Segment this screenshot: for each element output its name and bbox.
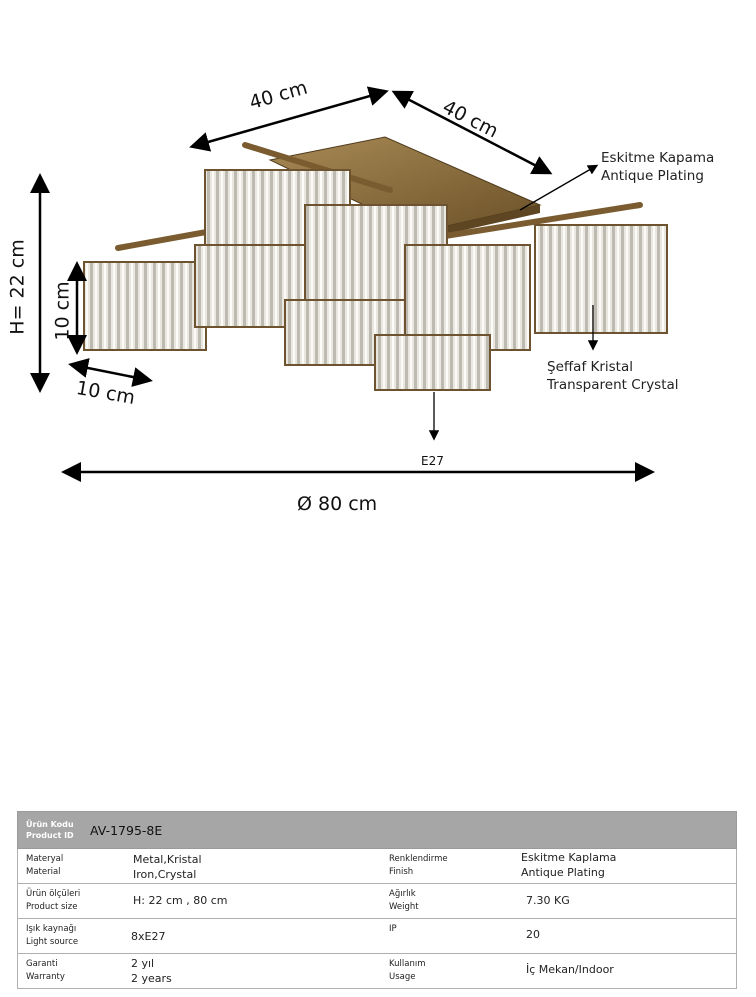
light-source-value: 8xE27	[131, 930, 166, 943]
spec-row-light-source	[17, 919, 737, 954]
finish-label: Renklendirme Finish	[389, 854, 448, 877]
size-value: H: 22 cm , 80 cm	[133, 894, 228, 907]
dimension-shade-height: 10 cm	[51, 281, 74, 341]
spec-row-material	[17, 849, 737, 884]
dimension-diameter: Ø 80 cm	[297, 493, 378, 515]
spec-row-size	[17, 884, 737, 919]
spec-row-warranty	[17, 954, 737, 989]
finish-callout	[601, 149, 714, 185]
finish-callout-en: Antique Plating	[601, 168, 704, 184]
ip-value: 20	[526, 928, 540, 941]
weight-value: 7.30 KG	[526, 894, 570, 907]
product-id-value: AV-1795-8E	[90, 822, 163, 838]
finish-callout-tr: Eskitme Kapama	[601, 150, 715, 166]
crystal-callout	[547, 358, 679, 394]
light-source-label: Işık kaynağı Light source	[26, 924, 79, 947]
finish-value: Eskitme Kaplama Antique Plating	[521, 851, 617, 879]
dimension-width-right: 40 cm	[439, 96, 502, 143]
crystal-callout-tr: Şeffaf Kristal	[547, 359, 633, 375]
dimension-shade-width: 10 cm	[74, 377, 137, 409]
lamp-socket-label: E27	[421, 454, 444, 468]
usage-value: İç Mekan/Indoor	[526, 963, 614, 976]
warranty-label: Garanti Warranty	[26, 959, 65, 982]
size-label: Ürün ölçüleri Product size	[26, 889, 81, 912]
crystal-callout-en: Transparent Crystal	[547, 377, 679, 393]
dimension-height-total: H= 22 cm	[6, 239, 29, 335]
dimension-width-left: 40 cm	[246, 76, 310, 114]
warranty-value: 2 yıl 2 years	[131, 957, 172, 985]
material-value: Metal,Kristal Iron,Crystal	[133, 853, 202, 881]
material-label: Materyal Material	[26, 854, 64, 877]
ip-label: IP	[389, 924, 397, 934]
weight-label: Ağırlık Weight	[389, 889, 419, 912]
usage-label: Kullanım Usage	[389, 959, 426, 982]
spec-header	[17, 811, 737, 849]
spec-table	[17, 811, 737, 989]
product-id-label: Ürün Kodu Product ID	[26, 820, 74, 840]
